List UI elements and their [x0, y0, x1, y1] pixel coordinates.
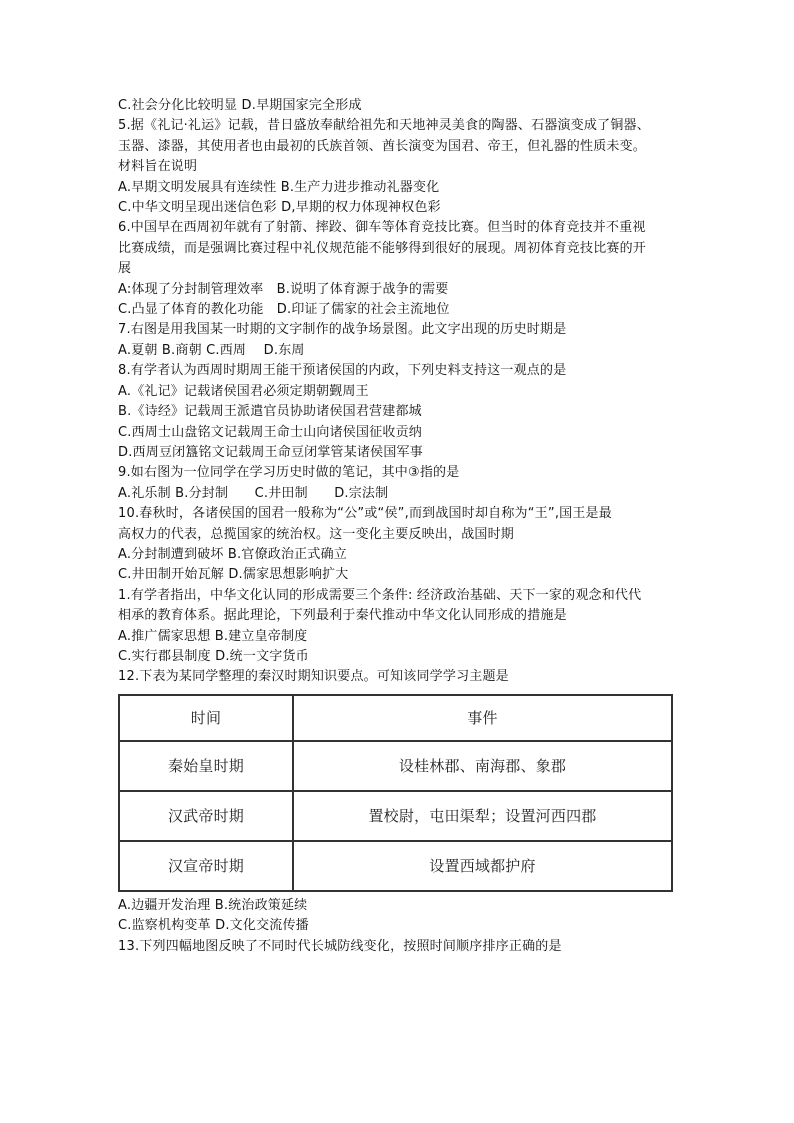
- text-line: 13.下列四幅地图反映了不同时代长城防线变化，按照时间顺序排序正确的是: [118, 938, 562, 954]
- text-line: 1.有学者指出，中华文化认同的形成需要三个条件: 经济政治基础、天下一家的观念和代代: [118, 587, 642, 603]
- text-line: 相承的教育体系。据此理论，下列最利于秦代推动中华文化认同形成的措施是: [118, 608, 567, 624]
- text-line: 玉器、漆器，其使用者也由最初的氏族首领、酋长演变为国君、帝王，但礼器的性质未变。: [118, 138, 647, 154]
- text-line: A.早期文明发展具有连续性 B.生产力进步推动礼器变化: [118, 179, 440, 195]
- question-text: [118, 96, 693, 957]
- text-line: 展: [118, 261, 132, 277]
- text-line: C.凸显了体育的教化功能 D.印证了儒家的社会主流地位: [118, 302, 450, 318]
- text-line: 6.中国早在西周初年就有了射箭、摔跤、御车等体育竞技比赛。但当时的体育竞技并不重视: [118, 220, 646, 236]
- text-line: 8.有学者认为西周时期周王能干预诸侯国的内政，下列史料支持这一观点的是: [118, 363, 567, 379]
- knowledge-table: [118, 694, 673, 892]
- cell-event: 设桂林郡、南海郡、象郡: [293, 741, 672, 791]
- table-header-row: [119, 695, 672, 741]
- text-line: C.监察机构变革 D.文化交流传播: [118, 918, 309, 934]
- cell-period: 汉武帝时期: [119, 791, 293, 841]
- text-line: D.西周豆闭簋铭文记载周王命豆闭掌管某诸侯国军事: [118, 444, 423, 460]
- text-line: B.《诗经》记载周王派遣官员协助诸侯国君营建都城: [118, 404, 422, 420]
- text-line: A.礼乐制 B.分封制 C.井田制 D.宗法制: [118, 485, 389, 501]
- text-line: A.《礼记》记载诸侯国君必须定期朝觐周王: [118, 383, 369, 399]
- text-line: 10.春秋时，各诸侯国的国君一般称为“公”或“侯”,而到战国时却自称为“王”,国王是最: [118, 506, 612, 522]
- text-line: 5.据《礼记·礼运》记载，昔日盛放奉献给祖先和天地神灵美食的陶器、石器演变成了铜器、: [118, 118, 650, 134]
- cell-period: 秦始皇时期: [119, 741, 293, 791]
- knowledge-table-container: [118, 694, 673, 892]
- text-line: 7.右图是用我国某一时期的文字制作的战争场景图。此文字出现的历史时期是: [118, 322, 567, 338]
- text-line: 比赛成绩，而是强调比赛过程中礼仪规范能不能够得到很好的展现。周初体育竞技比赛的开: [118, 240, 647, 256]
- text-line: A.夏朝 B.商朝 C.西周 D.东周: [118, 342, 305, 358]
- text-line: C.社会分化比较明显 D.早期国家完全形成: [118, 98, 362, 113]
- cell-period: 汉宣帝时期: [119, 841, 293, 891]
- table-row: [119, 791, 672, 841]
- text-line: 12.下表为某同学整理的秦汉时期知识要点。可知该同学学习主题是: [118, 669, 509, 685]
- text-line: A.边疆开发治理 B.统治政策延续: [118, 897, 308, 913]
- text-line: 高权力的代表，总揽国家的统治权。这一变化主要反映出，战国时期: [118, 526, 515, 542]
- text-line: A:体现了分封制管理效率 B.说明了体育源于战争的需要: [118, 281, 449, 297]
- text-line: A.分封制遭到破坏 B.官僚政治正式确立: [118, 546, 347, 562]
- table-row: [119, 841, 672, 891]
- header-time: 时间: [119, 695, 293, 741]
- text-line: C.西周士山盘铭文记载周王命士山向诸侯国征收贡纳: [118, 424, 423, 440]
- text-line: 9.如右图为一位同学在学习历史时做的笔记，其中③指的是: [118, 465, 460, 481]
- text-line: C.实行郡县制度 D.统一文字货币: [118, 648, 309, 664]
- text-line: C.井田制开始瓦解 D.儒家思想影响扩大: [118, 567, 349, 583]
- text-line: C.中华文明呈现出迷信色彩 D,早期的权力体现神权色彩: [118, 200, 441, 216]
- cell-event: 置校尉，屯田渠犁；设置河西四郡: [293, 791, 672, 841]
- table-row: [119, 741, 672, 791]
- text-line: 材料旨在说明: [118, 159, 198, 175]
- text-line: A.推广儒家思想 B.建立皇帝制度: [118, 628, 308, 644]
- header-event: 事件: [293, 695, 672, 741]
- cell-event: 设置西域都护府: [293, 841, 672, 891]
